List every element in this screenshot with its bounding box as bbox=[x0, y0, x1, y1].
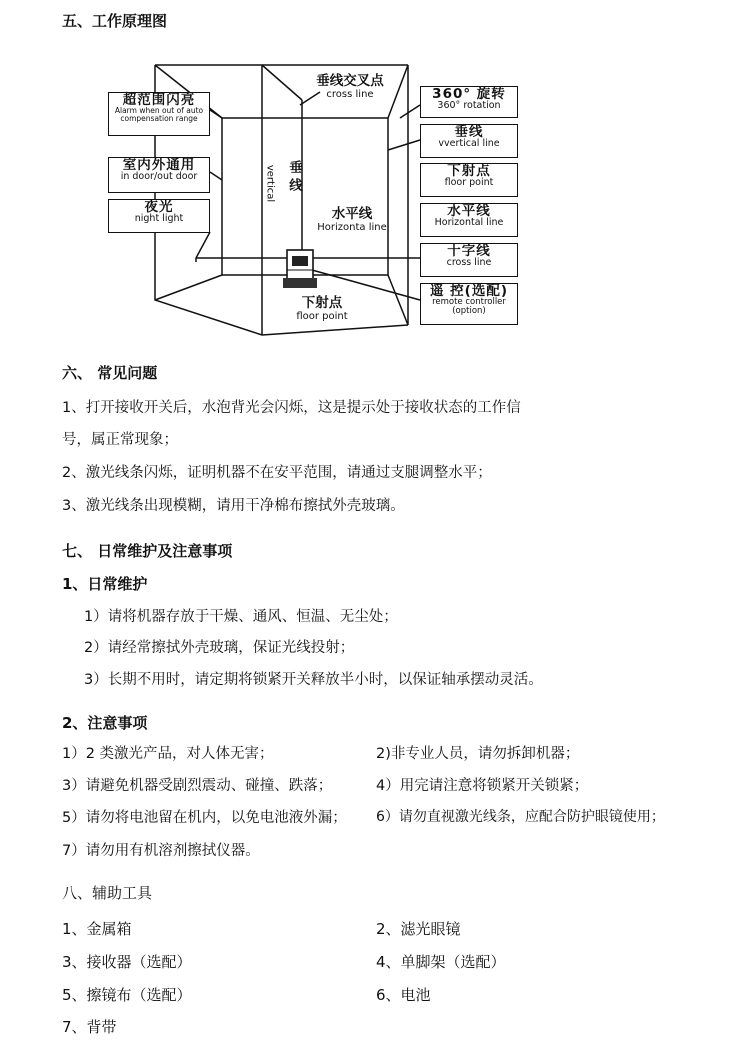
tool-item: 3、接收器（选配） bbox=[62, 953, 192, 971]
label-vertical-cn: 垂线 bbox=[289, 160, 303, 194]
faq-item: 号，属正常现象； bbox=[62, 432, 178, 448]
feature-box-indoor-outdoor: 室内外通用 in door/out door bbox=[108, 157, 210, 193]
subsection-notes: 2、注意事项 bbox=[62, 714, 148, 732]
feature-box-floor-point: 下射点 floor point bbox=[420, 163, 518, 197]
label-vertical-en: vertical bbox=[264, 164, 276, 203]
maintenance-item: 2）请经常擦拭外壳玻璃，保证光线投射； bbox=[84, 640, 355, 656]
feature-box-cross-line: 十字线 cross line bbox=[420, 243, 518, 277]
laser-level-device bbox=[283, 250, 317, 288]
faq-item: 2、激光线条闪烁，证明机器不在安平范围，请通过支腿调整水平； bbox=[62, 465, 492, 481]
section-6-heading: 六、 常见问题 bbox=[62, 364, 158, 382]
tool-item: 6、电池 bbox=[376, 986, 431, 1004]
faq-item: 3、激光线条出现模糊，请用干净棉布擦拭外壳玻璃。 bbox=[62, 498, 405, 514]
tool-item: 1、金属箱 bbox=[62, 920, 132, 938]
tool-item: 5、擦镜布（选配） bbox=[62, 986, 192, 1004]
tool-item: 4、单脚架（选配） bbox=[376, 953, 506, 971]
label-cross-point: 垂线交叉点 cross line bbox=[316, 73, 384, 100]
feature-box-vertical-line: 垂线 vvertical line bbox=[420, 124, 518, 158]
label-floor-point: 下射点 floor point bbox=[296, 295, 348, 322]
faq-item: 1、打开接收开关后，水泡背光会闪烁，这是提示处于接收状态的工作信 bbox=[62, 400, 521, 416]
subsection-daily-maintenance: 1、日常维护 bbox=[62, 575, 148, 593]
feature-box-rotation: 360° 旋转 360° rotation bbox=[420, 86, 518, 118]
note-item: 3）请避免机器受剧烈震动、碰撞、跌落； bbox=[62, 778, 333, 794]
label-horizontal: 水平线 Horizonta line bbox=[317, 206, 387, 233]
working-principle-diagram bbox=[0, 0, 750, 350]
section-8-heading: 八、辅助工具 bbox=[62, 884, 153, 902]
note-item: 1）2 类激光产品，对人体无害； bbox=[62, 746, 274, 762]
note-item: 4）用完请注意将锁紧开关锁紧； bbox=[376, 778, 589, 794]
feature-box-horizontal-line: 水平线 Horizontal line bbox=[420, 203, 518, 237]
feature-box-remote: 遥 控(选配) remote controller (option) bbox=[420, 283, 518, 325]
feature-box-night-light: 夜光 night light bbox=[108, 199, 210, 233]
maintenance-item: 1）请将机器存放于干燥、通风、恒温、无尘处； bbox=[84, 609, 398, 625]
note-item: 6）请勿直视激光线条，应配合防护眼镜使用； bbox=[376, 809, 665, 825]
maintenance-item: 3）长期不用时，请定期将锁紧开关释放半小时，以保证轴承摆动灵活。 bbox=[84, 672, 543, 688]
note-item: 7）请勿用有机溶剂擦拭仪器。 bbox=[62, 843, 260, 859]
tool-item: 2、滤光眼镜 bbox=[376, 920, 461, 938]
feature-box-alarm: 超范围闪亮 Alarm when out of auto compensation range bbox=[108, 92, 210, 136]
note-item: 5）请勿将电池留在机内，以免电池液外漏； bbox=[62, 810, 347, 826]
tool-item: 7、背带 bbox=[62, 1018, 117, 1036]
section-5-heading: 五、工作原理图 bbox=[62, 12, 168, 30]
section-7-heading: 七、 日常维护及注意事项 bbox=[62, 542, 233, 560]
note-item: 2)非专业人员，请勿拆卸机器； bbox=[376, 746, 580, 762]
